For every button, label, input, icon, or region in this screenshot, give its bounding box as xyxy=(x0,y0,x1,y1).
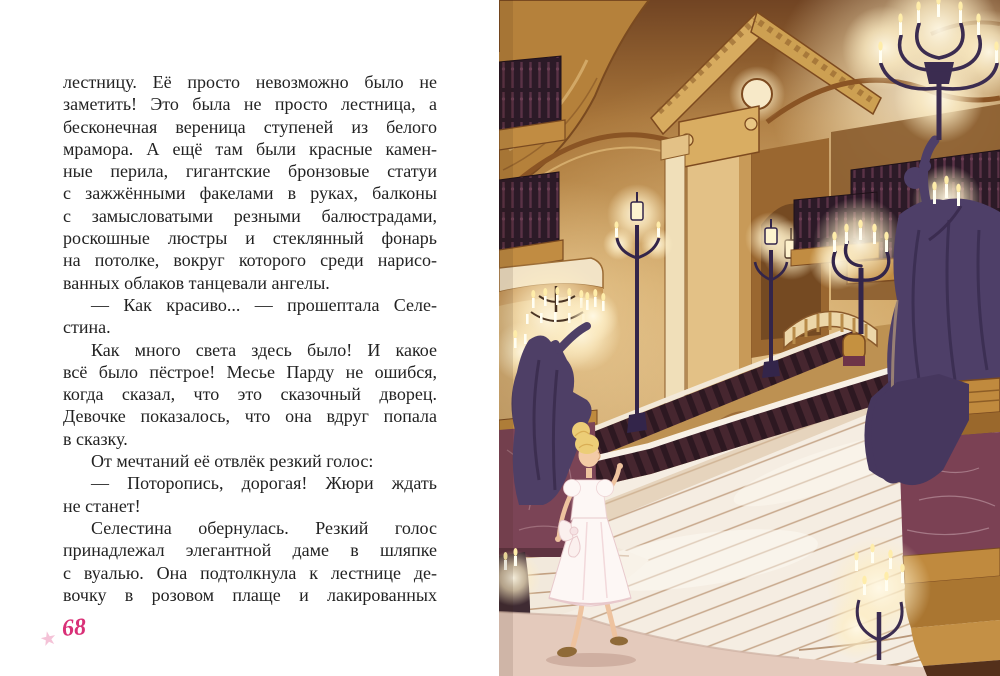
star-icon: ★ xyxy=(37,626,60,652)
story-text xyxy=(63,71,437,606)
text-line: когда сказал, что это сказочный дворец. xyxy=(63,384,437,405)
text-line: на потолке, вокруг которого среди нарисо- xyxy=(63,250,437,271)
text-line: с вуалью. Она подтолкнула к лестнице де- xyxy=(63,562,437,583)
text-line: не станет! xyxy=(63,495,141,516)
text-line: — Поторопись, дорогая! Жюри ждать xyxy=(91,473,437,494)
text-line: с замысловатыми резными балюстрадами, xyxy=(63,205,437,226)
page-number: 68 xyxy=(61,614,87,642)
text-line: ванных облаков танцевали ангелы. xyxy=(63,272,330,293)
text-line: ные перила, гигантские бронзовые статуи xyxy=(63,161,437,182)
text-line: Селестина обернулась. Резкий голос xyxy=(91,517,437,538)
text-line: От мечтаний её отвлёк резкий голос: xyxy=(91,451,374,472)
text-line: с зажжёнными факелами в руках, балконы xyxy=(63,183,437,204)
left-text-page xyxy=(0,0,499,676)
text-line: — Как красиво... — прошептала Селе- xyxy=(91,294,437,315)
shoe xyxy=(610,637,628,646)
text-line: вочку в розовом плаще и лакированных xyxy=(63,584,437,605)
text-line: заметить! Это была не просто лестница, а xyxy=(63,94,437,115)
text-line: Девочке показалось, что она вдруг попала xyxy=(63,406,437,427)
text-line: мрамора. А ещё там были красные камен- xyxy=(63,138,437,159)
text-line: Как много света здесь было! И какое xyxy=(91,339,437,360)
right-illustration-page xyxy=(499,0,1000,676)
text-line: всё было пёстрое! Месье Парду не ошибся, xyxy=(63,361,437,382)
text-line: лестницу. Её просто невозможно было не xyxy=(63,72,437,92)
text-line: роскошные люстры и стеклянный фонарь xyxy=(63,228,437,249)
staircase-illustration xyxy=(499,0,1000,676)
text-line: бесконечная вереница ступеней из белого xyxy=(63,116,437,137)
text-line: принадлежал элегантной даме в шляпке xyxy=(63,540,437,561)
text-line: в сказку. xyxy=(63,428,128,449)
text-line: стина. xyxy=(63,317,111,338)
